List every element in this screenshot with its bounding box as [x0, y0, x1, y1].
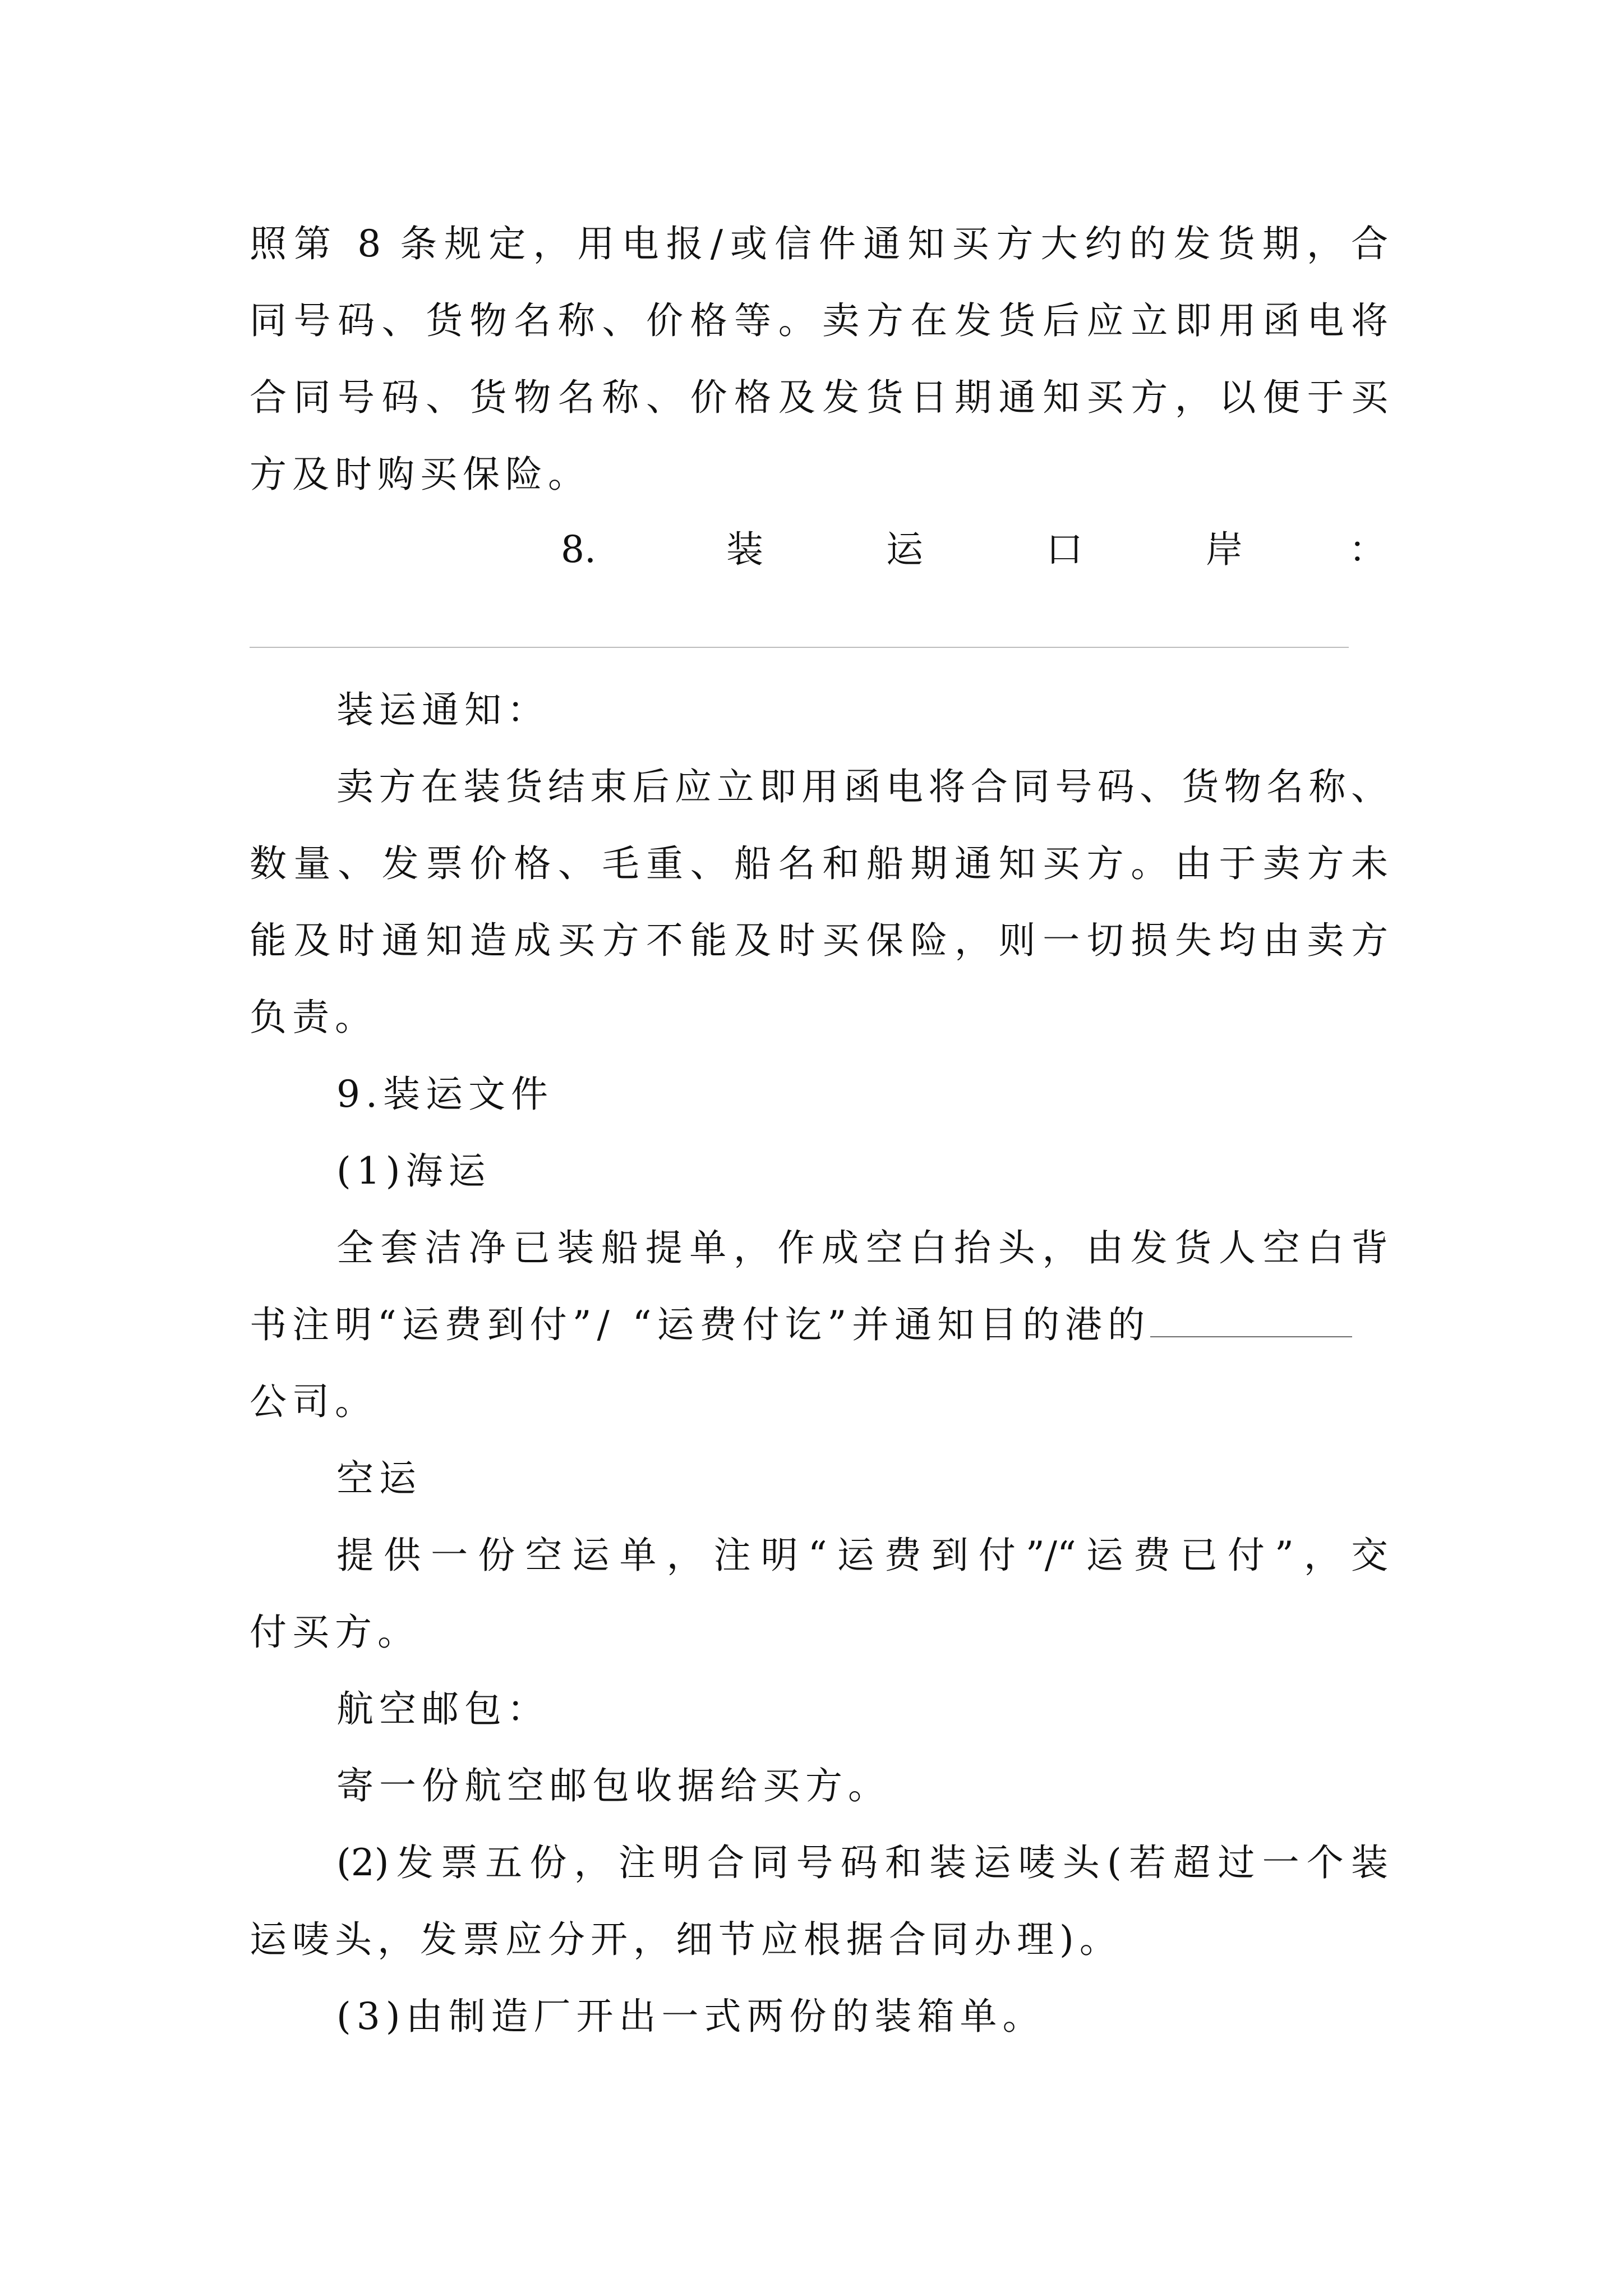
heading-colon: ：	[1349, 528, 1386, 571]
paragraph-line-with-blank	[250, 1303, 1388, 1347]
paragraph-line: 方及时购买保险。	[250, 453, 591, 496]
heading-char: 运	[886, 528, 923, 571]
paragraph-line: 付买方。	[250, 1611, 420, 1654]
paragraph-line: 照第 8 条规定，用电报/或信件通知买方大约的发货期，合	[250, 222, 1388, 265]
paragraph-text: 书注明“运费到付”/ “运费付讫”并通知目的港的	[250, 1303, 1151, 1346]
heading-char: 口	[1046, 528, 1083, 571]
paragraph-line: 合同号码、货物名称、价格及发货日期通知买方，以便于买	[250, 376, 1388, 419]
section-8-heading	[250, 527, 1388, 572]
paragraph-line: 数量、发票价格、毛重、船名和船期通知买方。由于卖方未	[250, 842, 1388, 885]
paragraph-line: 运唛头，发票应分开，细节应根据合同办理)。	[250, 1918, 1122, 1961]
paragraph-line: (2)发票五份，注明合同号码和装运唛头(若超过一个装	[336, 1841, 1388, 1884]
section-9-title: 9.装运文件	[336, 1073, 554, 1116]
paragraph-line: 寄一份航空邮包收据给买方。	[336, 1764, 891, 1807]
heading-number: 8.	[561, 528, 596, 571]
fill-in-blank-line	[250, 647, 1349, 648]
destination-company-blank	[1150, 1305, 1352, 1337]
paragraph-line: 能及时通知造成买方不能及时买保险，则一切损失均由卖方	[250, 919, 1388, 962]
paragraph-line: 公司。	[250, 1380, 377, 1423]
air-transport-title: 空运	[336, 1457, 422, 1500]
airmail-title: 航空邮包：	[336, 1687, 550, 1731]
paragraph-line: 提供一份空运单，注明“运费到付”/“运费已付”，交	[336, 1534, 1388, 1577]
paragraph-line: (3)由制造厂开出一式两份的装箱单。	[336, 1995, 1045, 2038]
paragraph-line: 同号码、货物名称、价格等。卖方在发货后应立即用函电将	[250, 299, 1388, 342]
shipping-notice-title: 装运通知：	[336, 688, 550, 731]
paragraph-line: 全套洁净已装船提单，作成空白抬头，由发货人空白背	[336, 1226, 1388, 1269]
sea-transport-title: (1)海运	[336, 1149, 491, 1193]
heading-char: 装	[726, 528, 763, 571]
heading-char: 岸	[1206, 528, 1243, 571]
paragraph-line: 负责。	[250, 996, 377, 1039]
paragraph-line: 卖方在装货结束后应立即用函电将合同号码、货物名称、	[336, 765, 1388, 808]
